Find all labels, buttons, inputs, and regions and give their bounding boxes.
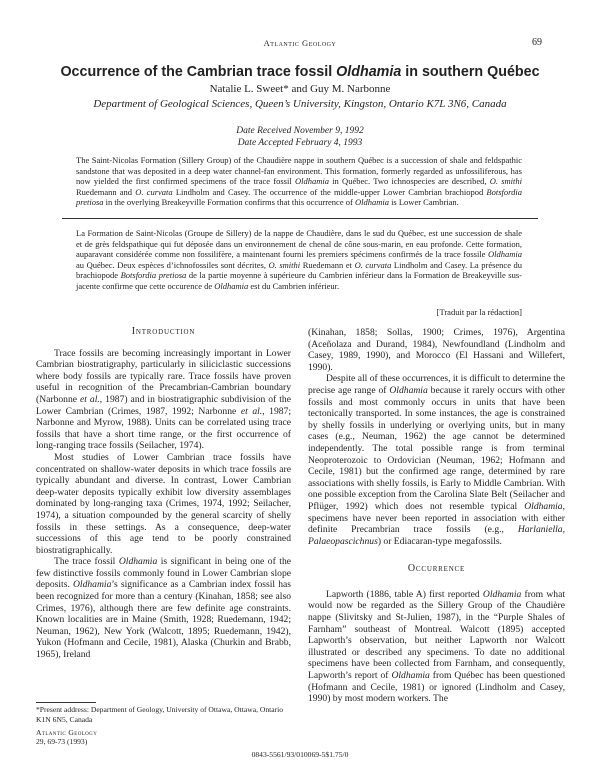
text-run: in Québec. Two ichnospecies are described, — [328, 176, 490, 187]
italic-term: Botsfordia pretiosa — [76, 186, 522, 208]
text-run: La Formation de Saint-Nicolas (Groupe de Sillery) de la nappe de Chaudière, dans le sud du Québec, est une succession de shale et de grès feldspathique qui fut déposée dans un environnement de chenal de cône sous-marin, en eau profonde. Cette formation, auparavant considérée comme non fossilifère, a maintenant fourni les premiers spécimens confirmés de la trace fossile — [76, 228, 522, 260]
italic-term: O. smithi — [268, 259, 301, 270]
text-run: au Québec. Deux espèces d’ichnofossiles sont décrites, — [76, 259, 269, 270]
intro-paragraph-1 — [36, 348, 291, 452]
title-pre: Occurrence of the Cambrian trace fossil — [60, 64, 337, 80]
italic-term: O. curvata — [354, 259, 392, 270]
abstract-divider — [62, 218, 538, 219]
text-run: Ruedemann et — [300, 259, 355, 270]
left-column — [36, 326, 291, 661]
italic-term: Oldhamia — [488, 249, 522, 260]
text-run: Lapworth (1886, table A) first reported — [326, 588, 483, 600]
italic-term: et al. — [240, 405, 263, 417]
text-run: est du Cambrien inférieur. — [248, 280, 340, 291]
italic-term: Oldhamia — [72, 579, 112, 591]
text-run: de la partie moyenne à supérieure du Cambrien inférieur dans la Formation de Breakeyville sus-jacente confirme que cette occurence de — [76, 270, 523, 291]
italic-term: Oldhamia — [482, 588, 522, 600]
title-post: in southern Québec — [401, 64, 540, 80]
italic-term: Oldhamia — [524, 500, 563, 512]
introduction-heading: Introduction — [131, 326, 196, 337]
text-run: , specimens have never been reported in association with either definite Precambrian trace fossils (e.g., — [308, 500, 565, 536]
italic-term: et al. — [80, 393, 100, 405]
text-run: ’s significance as a Cambrian index fossil has been recognized for more than a century (Kinahan, 1858; see also Crimes, 1976), although there are few definite age constraints. Known localities are in Maine (Smith, 1928; Ruedemann, 1942; Neuman, 1962), New York (Walcott, 1895; Ruedemann, 1942), Yukon (Hofmann and Cecile, 1981), Alaska (Churkin and Brabb, 1965), Ireland — [36, 579, 291, 661]
occurrence-heading: Occurrence — [407, 563, 466, 575]
journal-footer — [36, 728, 236, 746]
intro-continuation: (Kinahan, 1858; Sollas, 1900; Crimes, 1976), Argentina (Aceñolaza and Durand, 1984), Newfoundland (Lindholm and Casey, 1989, 1990), and Morocco (El Hassani and Willefert, 1990). — [308, 327, 565, 373]
intro-paragraph-3 — [36, 556, 291, 660]
running-header — [0, 38, 600, 52]
page-number: 69 — [532, 37, 542, 48]
affiliation: Department of Geological Sciences, Queen’s University, Kingston, Ontario K7L 3N6, Canada — [93, 98, 507, 110]
text-run: Trace fossils are becoming increasingly important in Lower Cambrian biostratigraphy, particularly in siliciclastic successions where body fossils are typically rare. Trace fossils have proven useful in recognition of the Precambrian-Cambrian boundary (Narbonne — [36, 347, 291, 405]
title-taxon: Oldhamia — [336, 64, 402, 80]
text-run: , 1987; Narbonne and Myrow, 1988). Units can be correlated using trace fossils that have a short time range, or the first occurrence of long-ranging trace fossils (Seilacher, 1974). — [36, 405, 292, 452]
journal-footer-name: Atlantic Geology — [36, 728, 98, 737]
text-run: is significant in being one of the few distinctive fossils commonly found in Lower Cambrian slope deposits. — [36, 556, 291, 591]
date-received: Date Received November 9, 1992 — [236, 126, 364, 136]
italic-term: Botsfordia pretiosa — [120, 270, 187, 281]
text-run: because it rarely occurs with other fossils and most commonly occurs in units that have been tectonically transported. In some instances, the age is constrained by shelly fossils in underlying or overlying units, but in many cases (e.g., Neuman, 1962) the age cannot be determined independently. The total possible range is from terminal Neoproterozoic to Ordovician (Neuman, 1962; Hofmann and Cecile, 1981) but the confirmed age range, determined by rare associations with shelly fossils, is Early to Middle Cambrian. With one possible exception from the Carolina Slate Belt (Seilacher and Pflüger, 1992) which does not resemble typical — [308, 384, 565, 512]
text-run: Most studies of Lower Cambrian trace fossils have concentrated on shallow-water deposits in which trace fossils are typically abundant and diverse. In contrast, Lower Cambrian deep-water deposits typically exhibit low diversity assemblages dominated by long-ranging taxa (Crimes, 1974, 1992; Seilacher, 1974), a situation compounded by the general scarcity of shelly fossils in these settings. As a consequence, deep-water successions of this age tend to be poorly constrained biostratigraphically. — [36, 451, 291, 556]
italic-term: Oldhamia — [354, 197, 389, 208]
text-run: The Saint-Nicolas Formation (Sillery Group) of the Chaudière nappe in southern Québec is a succession of shale and feldspathic sandstone that was deposited in a deep water channel-fan environment. This formation, formerly regarded as unfossiliferous, has now yielded the first confirmed specimens of the trace fossil — [76, 155, 522, 187]
occurrence-paragraph-1 — [308, 589, 565, 705]
italic-term: Oldhamia — [391, 670, 430, 682]
intro-paragraph-4 — [308, 373, 565, 547]
authors: Natalie L. Sweet* and Guy M. Narbonne — [209, 83, 391, 95]
italic-term: O. smithi — [489, 176, 523, 187]
intro-paragraph-2 — [36, 452, 291, 556]
article-code: 0843-5561/93/010069-5$1.75/0 — [251, 750, 349, 759]
journal-name: Atlantic Geology — [263, 38, 337, 48]
text-run: from what would now be regarded as the Sillery Group of the Chaudière nappe (Slivitsky and St-Julien, 1987), in the “Purple Shales of Farnham” southeast of Montreal. Walcott (1895) accepted Lapworth’s observation, but neither Lapworth nor Walcott illustrated or described any specimens. To date no additional specimens have been collected from Farnham, and consequently, Lapworth’s report of — [308, 588, 565, 682]
date-accepted: Date Accepted February 4, 1993 — [237, 137, 363, 148]
text-run: Lindholm and Casey. The occurrence of the middle-upper Lower Cambrian brachiopod — [172, 186, 487, 197]
italic-term: Oldhamia — [118, 556, 158, 568]
text-run: Lindholm and Casey. La présence du brachiopode — [76, 259, 523, 281]
italic-term: Oldhamia — [294, 176, 329, 187]
footnote: *Present address: Department of Geology, University of Ottawa, Ottawa, Ontario K1N 6N5, Canada — [36, 705, 284, 724]
italic-term: Harlaniella, Palaeopascichnus — [308, 524, 565, 547]
text-run: Despite all of these occurrences, it is difficult to determine the precise age range of — [308, 373, 565, 396]
text-run: , 1987) and in biostratigraphic subdivision of the Lower Cambrian (Crimes, 1987, 1992; Narbonne — [36, 393, 291, 417]
italic-term: Oldhamia — [389, 384, 428, 396]
text-run: The trace fossil — [54, 556, 119, 568]
journal-citation: 29, 69-73 (1993) — [36, 737, 88, 747]
italic-term: Oldhamia — [214, 280, 249, 291]
text-run: in the overlying Breakeyville Formation confirms that this occurrence of — [103, 197, 355, 208]
right-column — [308, 327, 565, 705]
text-run: from Québec has been questioned (Hofmann and Cecile, 1981) or ignored (Lindholm and Casey, 1990) by most modern workers. The — [308, 670, 565, 705]
text-run: Ruedemann and — [76, 186, 136, 197]
translation-note: [Traduit par la rédaction] — [436, 307, 522, 317]
text-run: ) or Ediacaran-type megafossils. — [377, 535, 502, 547]
abstract-french — [76, 228, 522, 292]
footnote-divider — [36, 702, 96, 703]
text-run: is Lower Cambrian. — [388, 197, 459, 208]
dates — [40, 126, 560, 149]
abstract-english — [76, 155, 522, 208]
paper-title — [40, 64, 560, 80]
italic-term: O. curvata — [135, 186, 173, 197]
